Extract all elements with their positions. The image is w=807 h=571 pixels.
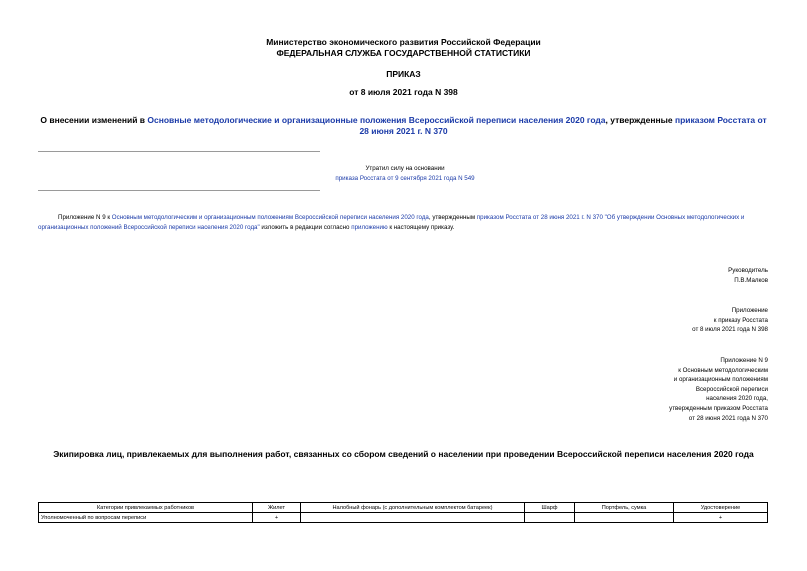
appendix-block (508, 306, 768, 335)
section-title: Экипировка лиц, привлекаемых для выполнения работ, связанных со сбором сведений о населении при проведении Всероссийской переписи населения 2020 года (53, 449, 754, 459)
body-link-regulations[interactable]: Основным методологическим и организационным положениям Всероссийской переписи населения 2020 года (111, 214, 429, 221)
appendix-line: от 8 июля 2021 года N 398 (692, 326, 768, 334)
doc-date: от 8 июля 2021 года N 398 (349, 87, 458, 97)
title-link-order[interactable]: приказом Росстата от 28 июня 2021 г. N 370 (359, 115, 767, 136)
appendix9-line: утвержденным приказом Росстата (669, 404, 768, 412)
body-text-4: к настоящему приказу. (387, 224, 455, 231)
divider-bottom (38, 190, 320, 191)
appendix9-line: населения 2020 года, (706, 395, 768, 403)
ministry-name: Министерство экономического развития Российской Федерации (266, 37, 541, 47)
table-header-cell: Категории привлекаемых работников (39, 503, 253, 513)
appendix9-line: к Основным методологическим (678, 366, 768, 374)
appendix-line: Приложение (731, 307, 768, 314)
body-text-1: Приложение N 9 к (58, 214, 112, 221)
table-header-row (39, 503, 768, 513)
table-row (39, 513, 768, 523)
body-link-appendix[interactable]: приложению (351, 224, 388, 231)
appendix9-line: от 28 июня 2021 года N 370 (688, 414, 768, 422)
title-link-regulations[interactable]: Основные методологические и организационные положения Всероссийской переписи населения 2020 года (147, 115, 606, 125)
body-text-2: , утвержденным (428, 214, 477, 221)
doc-type: ПРИКАЗ (386, 69, 421, 79)
body-paragraph (38, 213, 768, 233)
divider-top (38, 151, 320, 152)
lapsed-link[interactable]: приказа Росстата от 9 сентября 2021 года N 549 (335, 175, 475, 182)
table-cell (575, 513, 674, 523)
appendix9-line: Всероссийской переписи (695, 385, 768, 393)
order-title (40, 115, 767, 137)
signature-role: Руководитель (728, 267, 768, 274)
table-header-cell: Налобный фонарь (с дополнительным комплектом батареек) (301, 503, 525, 513)
table-header-cell: Удостоверение (674, 503, 768, 513)
signature-name: П.В.Малков (734, 277, 768, 284)
table-cell: Уполномоченный по вопросам переписи (39, 513, 253, 523)
title-middle: , утвержденные (605, 115, 675, 125)
equipment-table (38, 502, 768, 523)
table-header-cell: Шарф (525, 503, 575, 513)
table-cell: + (674, 513, 768, 523)
title-prefix: О внесении изменений в (40, 115, 148, 125)
body-text-3: изложить в редакции согласно (259, 224, 352, 231)
table-cell: + (253, 513, 301, 523)
appendix9-block (508, 356, 768, 423)
table-cell (301, 513, 525, 523)
appendix-line: к приказу Росстата (713, 316, 768, 324)
table-header-cell: Портфель, сумка (575, 503, 674, 513)
table-header-cell: Жилет (253, 503, 301, 513)
lapsed-text: Утратил силу на основании (365, 165, 445, 172)
appendix9-line: Приложение N 9 (720, 357, 768, 364)
body-link-order[interactable]: приказом Росстата от 28 июня 2021 г. N 370 "Об утверждении Основных методологических и организационных положений Всероссийской переписи населения 2020 года" (38, 214, 745, 231)
table-cell (525, 513, 575, 523)
appendix9-line: и организационным положениям (673, 376, 768, 384)
service-name: ФЕДЕРАЛЬНАЯ СЛУЖБА ГОСУДАРСТВЕННОЙ СТАТИСТИКИ (276, 48, 531, 58)
